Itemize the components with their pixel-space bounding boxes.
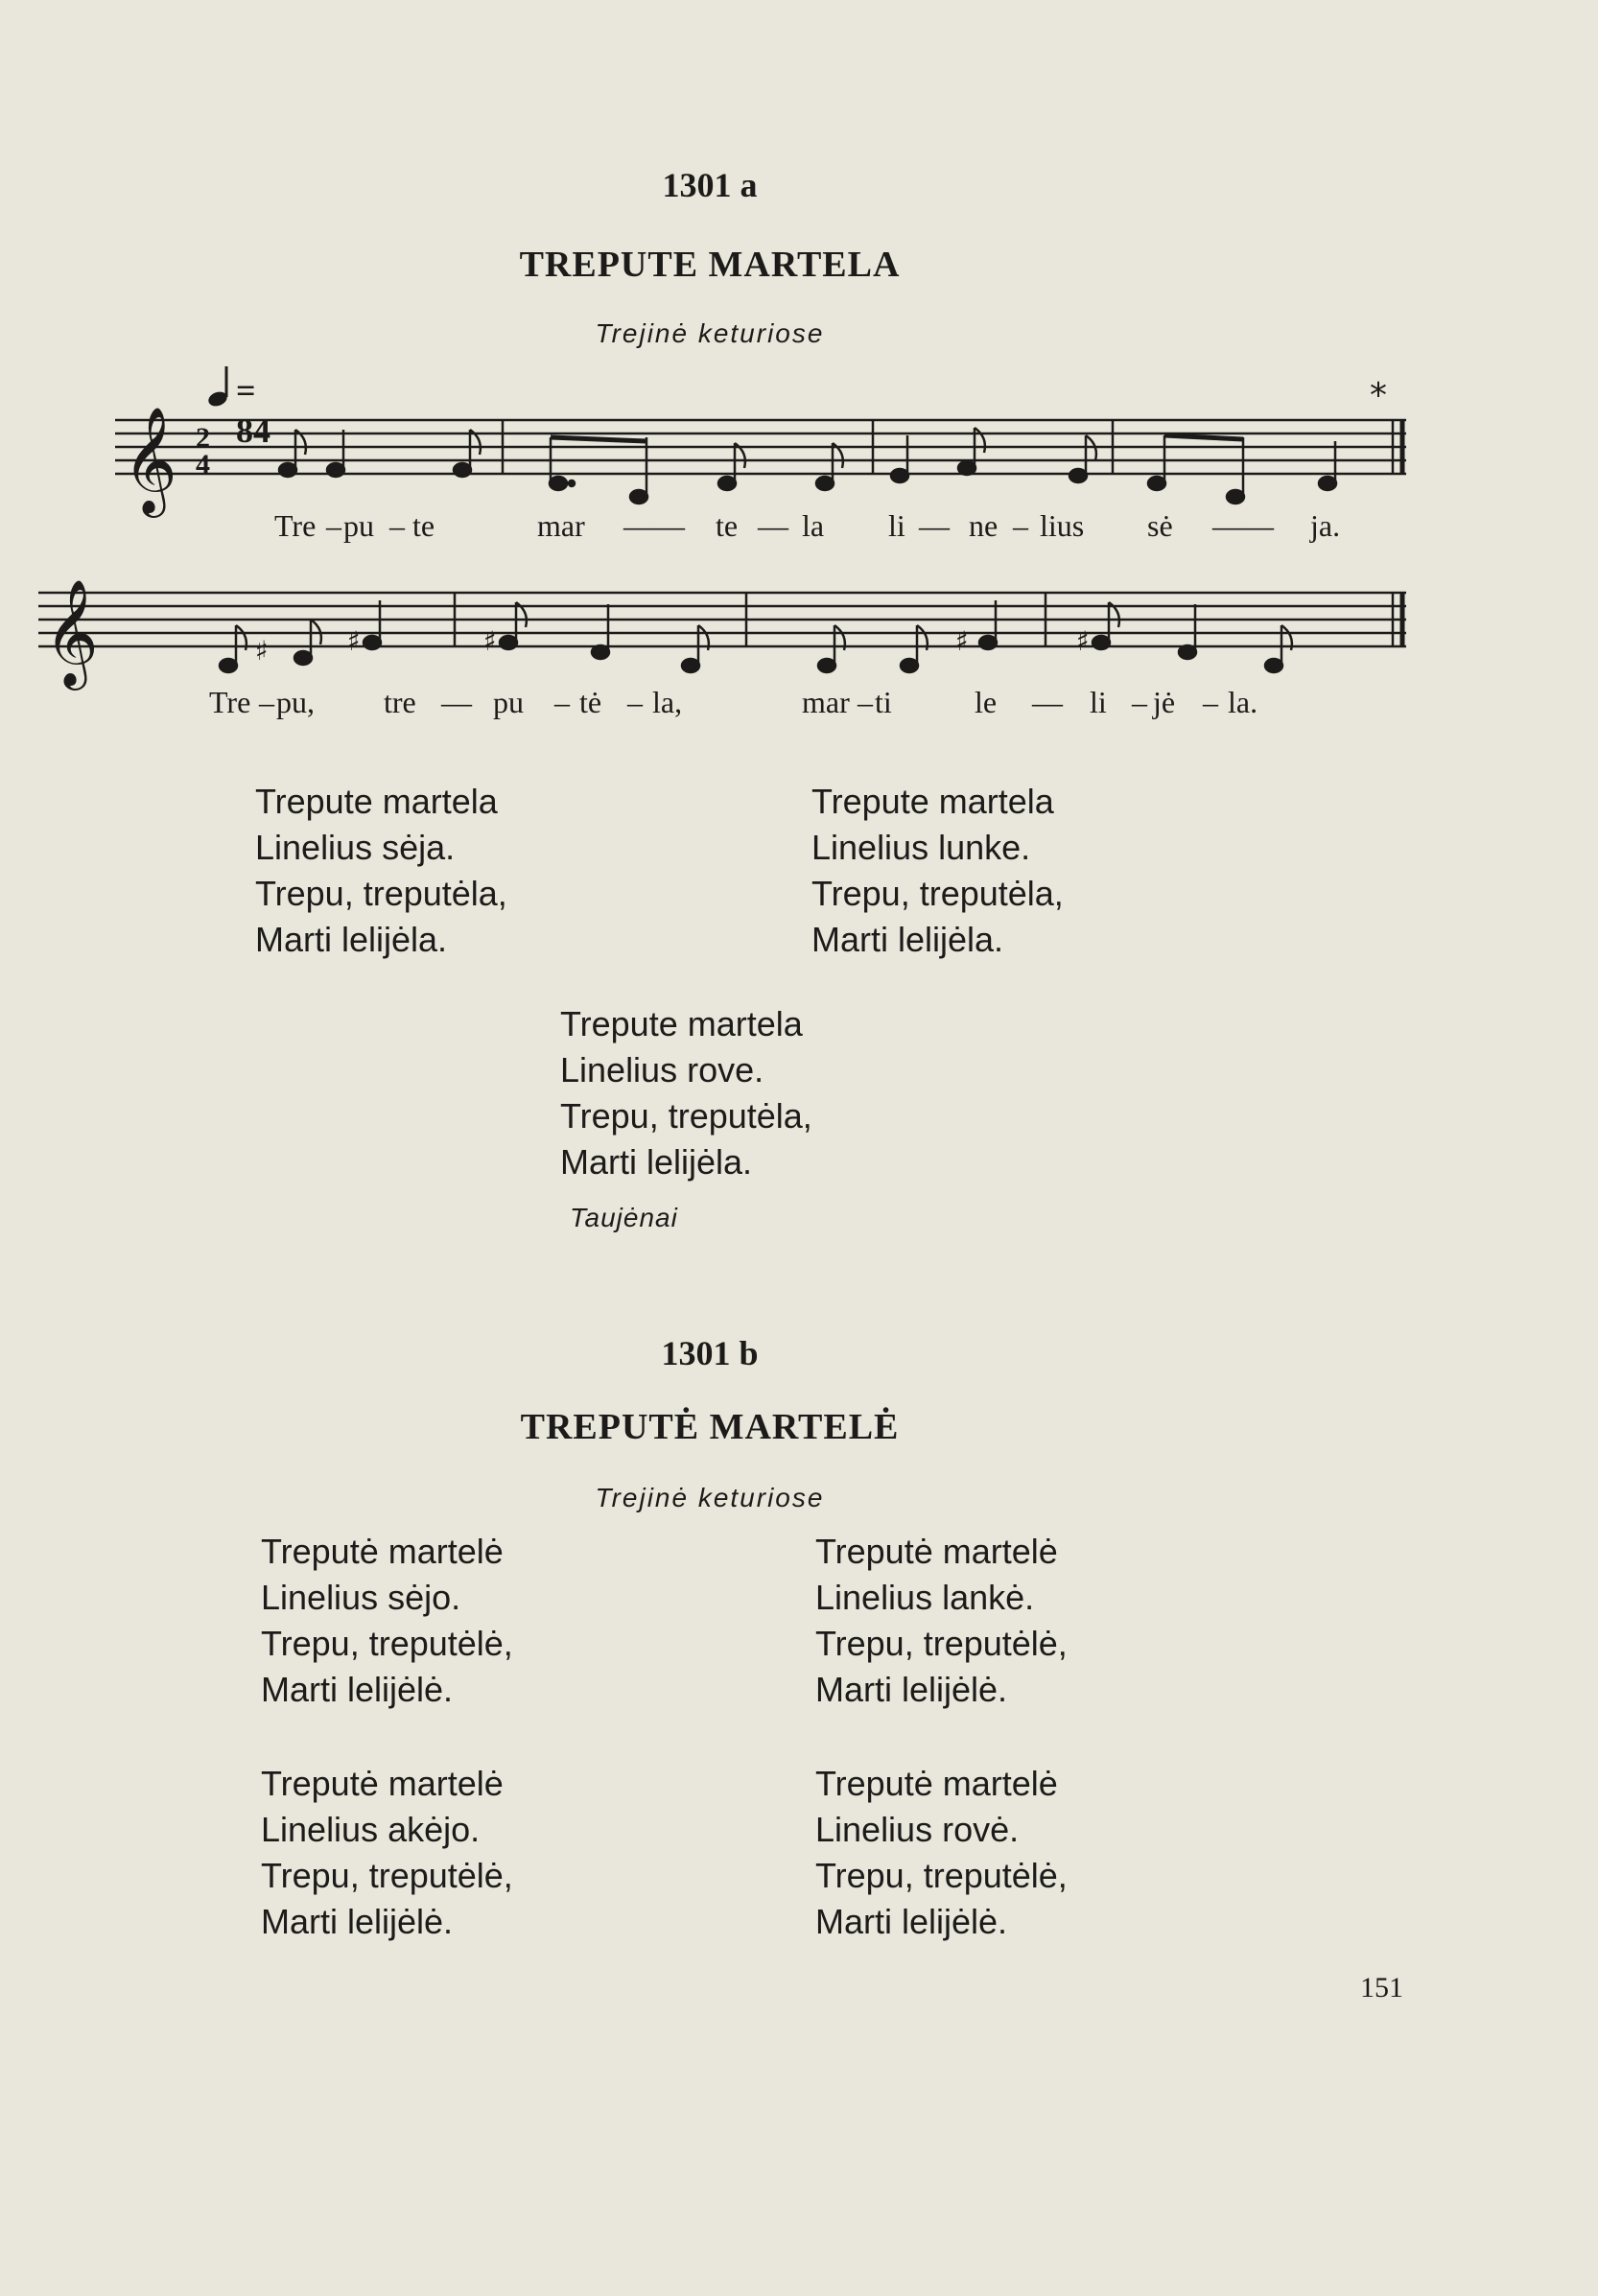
song-b-stanza-4 <box>815 1761 1068 1945</box>
staff-2-notes <box>220 600 1292 672</box>
verse-line: Marti lelijėlė. <box>815 1670 1008 1709</box>
verse-line: Linelius lankė. <box>815 1578 1035 1617</box>
lyric-syllable: tė <box>579 685 602 719</box>
verse-line: Marti lelijėlė. <box>815 1902 1008 1941</box>
lyric-syllable: sė <box>1147 508 1173 543</box>
svg-text:4: 4 <box>196 449 210 480</box>
tempo-value: = 84 <box>236 371 270 450</box>
verse-line: Trepu, treputėla, <box>811 874 1064 913</box>
verse-line: Treputė martelė <box>261 1764 504 1803</box>
verse-line: Trepu, treputėlė, <box>261 1856 513 1895</box>
verse-line: Marti lelijėla. <box>560 1142 753 1182</box>
lyric-syllable: pu <box>493 685 524 719</box>
lyric-syllable: la. <box>1228 685 1258 719</box>
verse-line: Marti lelijėla. <box>811 920 1004 959</box>
lyric-syllable: Tre <box>274 508 317 543</box>
staff-2 <box>38 593 1406 646</box>
verse-line: Treputė martelė <box>261 1532 504 1571</box>
song-a-stanza-3 <box>560 1001 812 1185</box>
verse-line: Linelius lunke. <box>811 828 1031 867</box>
lyric-syllable: le <box>975 685 998 719</box>
treble-clef-icon <box>123 406 177 518</box>
verse-line: Trepu, treputėla, <box>560 1096 812 1136</box>
song-a-number: 1301 a <box>662 166 758 204</box>
song-b-stanza-1 <box>261 1529 513 1713</box>
lyric-syllable: Tre <box>209 685 251 719</box>
verse-line: Marti lelijėla. <box>255 920 448 959</box>
song-a-stanza-2 <box>811 779 1064 963</box>
lyric-syllable: lius <box>1040 508 1085 543</box>
footnote-asterisk: * <box>1370 376 1387 415</box>
lyric-syllable: mar <box>537 508 585 543</box>
verse-line: Marti lelijėlė. <box>261 1902 454 1941</box>
staff-1-notes <box>279 428 1336 504</box>
song-b-title: TREPUTĖ MARTELĖ <box>520 1407 900 1447</box>
lyric-syllable: la, <box>652 685 683 719</box>
time-signature <box>196 422 210 480</box>
verse-line: Linelius rovė. <box>815 1810 1020 1849</box>
song-a-title: TREPUTE MARTELA <box>519 245 901 285</box>
page-number: 151 <box>1360 1972 1403 2003</box>
song-b-number: 1301 b <box>661 1334 759 1372</box>
lyric-syllable: pu, <box>276 685 315 719</box>
lyric-syllable: ti <box>875 685 892 719</box>
svg-text:♯: ♯ <box>347 625 361 657</box>
tempo-marking <box>203 364 270 450</box>
lyric-syllable: tre <box>384 685 416 719</box>
svg-text:♯: ♯ <box>1076 625 1090 657</box>
lyric-syllable: jė <box>1153 685 1176 719</box>
verse-line: Trepute martela <box>811 782 1054 821</box>
lyric-syllable: te <box>412 508 435 543</box>
verse-line: Treputė martelė <box>815 1532 1058 1571</box>
verse-line: Linelius sėja. <box>255 828 456 867</box>
lyric-syllable: te <box>716 508 739 543</box>
song-a-place: Taujėnai <box>570 1203 678 1232</box>
verse-line: Treputė martelė <box>815 1764 1058 1803</box>
song-b-subtitle: Trejinė keturiose <box>595 1483 825 1512</box>
verse-line: Trepu, treputėlė, <box>261 1624 513 1663</box>
lyric-syllable: ja. <box>1310 508 1341 543</box>
verse-line: Marti lelijėlė. <box>261 1670 454 1709</box>
svg-text:2: 2 <box>196 422 210 454</box>
song-b-stanza-2 <box>815 1529 1068 1713</box>
verse-line: Trepute martela <box>255 782 498 821</box>
svg-text:♯: ♯ <box>483 625 497 657</box>
lyric-syllable: li <box>1090 685 1107 719</box>
verse-line: Trepu, treputėla, <box>255 874 507 913</box>
verse-line: Trepu, treputėlė, <box>815 1856 1068 1895</box>
song-b-stanza-3 <box>261 1761 513 1945</box>
svg-text:♯: ♯ <box>955 625 969 657</box>
treble-clef-icon-2 <box>44 578 99 691</box>
svg-text:𝄞: 𝄞 <box>123 406 177 513</box>
verse-line: Linelius rove. <box>560 1050 764 1089</box>
lyric-syllable: li <box>888 508 905 543</box>
song-a-stanza-1 <box>255 779 507 963</box>
svg-text:𝄞: 𝄞 <box>44 578 99 686</box>
staff-1 <box>115 420 1406 474</box>
lyric-syllable: ne <box>969 508 999 543</box>
lyric-syllable: la <box>802 508 825 543</box>
lyric-syllable: mar <box>802 685 850 719</box>
song-a-subtitle: Trejinė keturiose <box>595 318 825 348</box>
svg-text:♯: ♯ <box>255 635 269 667</box>
verse-line: Trepu, treputėlė, <box>815 1624 1068 1663</box>
verse-line: Trepute martela <box>560 1004 803 1043</box>
lyric-syllable: pu <box>343 508 374 543</box>
verse-line: Linelius sėjo. <box>261 1578 461 1617</box>
verse-line: Linelius akėjo. <box>261 1810 481 1849</box>
